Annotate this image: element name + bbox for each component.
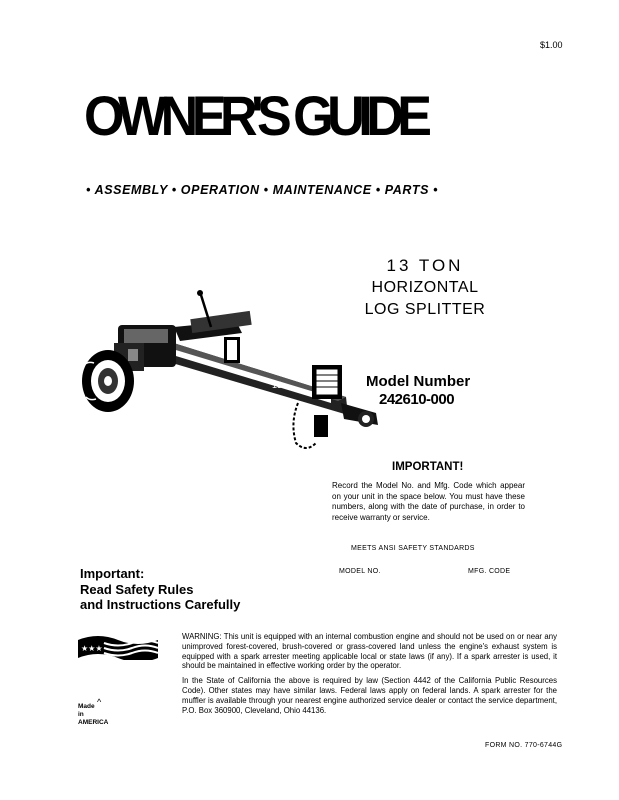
caret-icon: ^ [97,697,102,707]
american-flag-icon [78,634,158,660]
read-safety-line1: Important: [80,566,145,581]
svg-text:13: 13 [272,380,283,390]
price: $1.00 [540,40,563,50]
model-number-heading: Model Number [366,373,471,390]
svg-text:★★★: ★★★ [81,644,103,653]
made-in-america [78,703,108,727]
model-no-label: MODEL NO. [339,568,381,575]
important-text: Record the Model No. and Mfg. Code which appear on your unit in the space below. You must have these numbers, along with the date of purchase, in order to receive warranty or service. [332,481,525,522]
read-safety-notice [80,566,240,613]
warning-paragraph-2: In the State of California the above is required by law (Section 4442 of the California Public Resources Code). Other states may have similar laws. Federal laws apply on federal lands. A spark arrester for the muffler is available through your nearest engine authorized service dealer or contact the service department, P.O. Box 360900, Cleveland, Ohio 44136. [182,676,557,715]
made-in-line1: Made [78,703,95,710]
product-title-line3: LOG SPLITTER [364,301,486,318]
read-safety-line2: Read Safety Rules [80,581,194,597]
log-splitter-illustration [76,285,386,455]
form-number: FORM NO. 770-6744G [485,742,563,749]
safety-standards-note: MEETS ANSI SAFETY STANDARDS [351,545,475,552]
product-title-line1: 13 TON [386,256,464,275]
tagline: • ASSEMBLY • OPERATION • MAINTENANCE • PARTS • [86,183,439,197]
warning-paragraph-1: WARNING: This unit is equipped with an internal combustion engine and should not be used on or near any unimproved forest-covered, brush-covered or grass-covered land unless the engine's exhaust system is equipped with a spark arrester meeting applicable local or state laws (if any). If a spark arrester is used, it should be maintained in effective working order by the operator. [182,632,557,671]
model-number: 242610-000 [379,391,455,408]
document-title: OWNER'S GUIDE [84,84,426,147]
important-heading: IMPORTANT! [392,461,464,473]
read-safety-line3: and Instructions Carefully [80,597,241,612]
made-in-line3: AMERICA [78,719,109,726]
product-title-line2: HORIZONTAL [371,279,479,296]
spark-arrester-warning [182,632,557,720]
mfg-code-label: MFG. CODE [468,568,511,575]
made-in-line2: in [78,711,84,718]
